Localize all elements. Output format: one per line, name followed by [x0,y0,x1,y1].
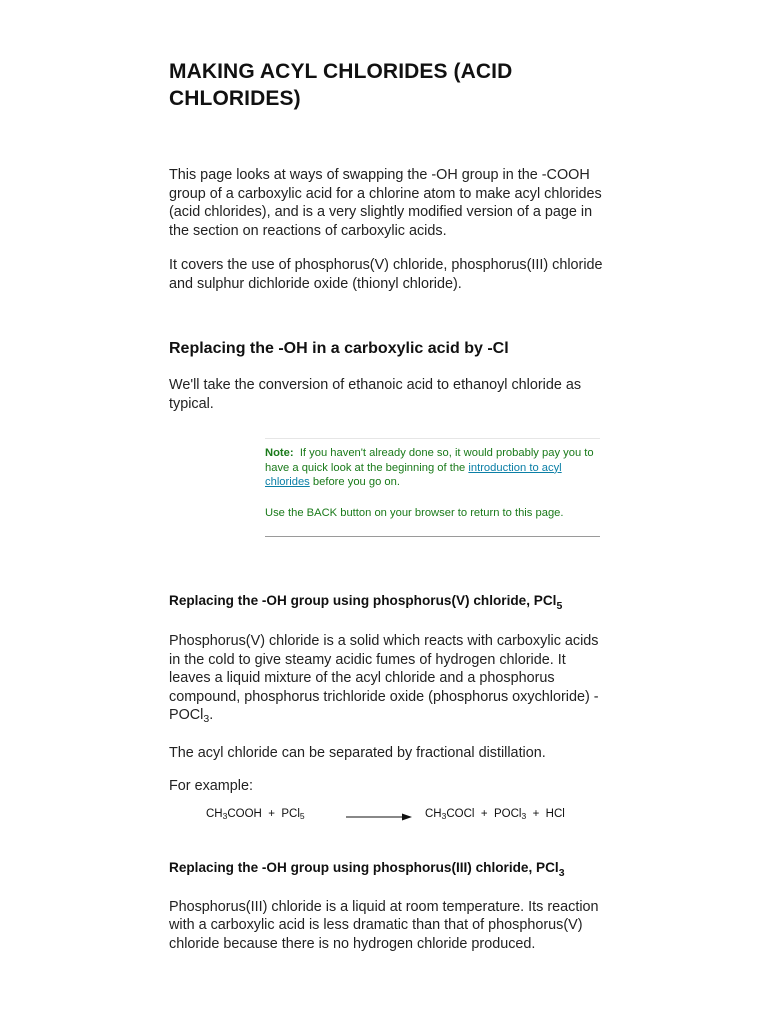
note-text [265,446,600,490]
equation-products: $CH_3COCl$ + POCl$_3$ + HCl [425,807,565,821]
pcl3-paragraph: Phosphorus(III) chloride is a liquid at room temperature. Its reaction with a carboxylic acid is less dramatic than that of phosphorus(V) chloride because there is no hydrogen chloride produced. [169,898,599,952]
intro-paragraph-2: It covers the use of phosphorus(V) chloride, phosphorus(III) chloride and sulphur dichloride oxide (thionyl chloride). [169,257,603,292]
note-text-before-link: If you haven't already done so, it would probably pay you to have a quick look at the beginning of the [265,447,594,474]
note-lead: Note: [265,447,294,459]
reaction-equation [169,798,609,828]
intro-paragraph-1: This page looks at ways of swapping the -OH group in the -COOH group of a carboxylic acid for a chlorine atom to make acyl chlorides (acid chlorides), and is a very slightly modified version of a page in the section on reactions of carboxylic acids. [169,167,602,239]
note-back-text: Use the BACK button on your browser to return to this page. [265,506,564,519]
heading-pcl5: Replacing the -OH group using phosphorus(V) chloride, PCl$_5$ [169,593,563,612]
separation-paragraph: The acyl chloride can be separated by fractional distillation. [169,744,546,761]
example-label: For example: [169,778,253,794]
page-title: MAKING ACYL CHLORIDES (ACID CHLORIDES) [169,60,513,110]
heading-pcl3: Replacing the -OH group using phosphorus(III) chloride, PCl$_3$ [169,859,565,879]
note-text-after-link: before you go on. [312,476,400,488]
reaction-arrow-icon [346,812,413,822]
equation-reactants: $CH_3COOH + PCl_5$ [206,807,305,821]
article [169,58,609,953]
note-box [265,438,600,537]
intro-acyl-chlorides-link[interactable]: introduction to acyl chlorides [265,461,562,488]
pcl5-paragraph: Phosphorus(V) chloride is a solid which reacts with carboxylic acids in the cold to give steamy acidic fumes of hydrogen chloride. It leaves a liquid mixture of the acyl chloride and a phosphorus compound, phosphorus trichloride oxide (phosphorus oxychloride) - POCl$_3$. [169,633,599,725]
section-heading-replacing-oh: Replacing the -OH in a carboxylic acid by -Cl [169,340,509,357]
section-paragraph: We'll take the conversion of ethanoic acid to ethanoyl chloride as typical. [169,377,582,412]
